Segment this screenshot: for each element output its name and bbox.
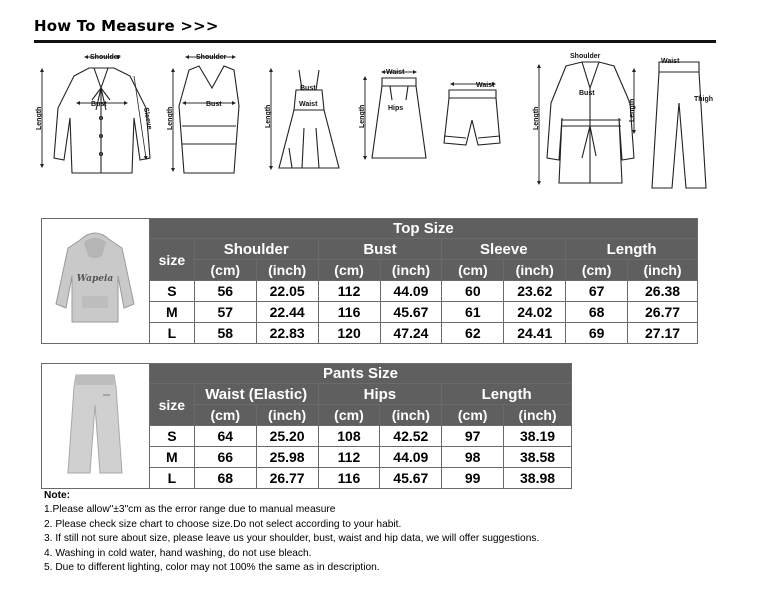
label-waist-4: Waist [386, 69, 405, 76]
table-cell: 61 [442, 302, 504, 323]
notes-title: Note: [44, 490, 71, 501]
measure-diagrams [34, 48, 724, 198]
table-cell: 120 [318, 323, 380, 344]
label-hips-4: Hips [388, 105, 404, 112]
table-cell: 26.38 [628, 281, 698, 302]
table-cell: 68 [194, 468, 256, 489]
table-cell: 64 [194, 426, 256, 447]
table-cell: 45.67 [380, 302, 442, 323]
table-cell: 108 [318, 426, 380, 447]
pants-thumbnail [42, 364, 150, 489]
size-label: M [149, 447, 194, 468]
pants-size-table [41, 363, 572, 489]
table-cell: 56 [194, 281, 256, 302]
label-thigh-7: Thigh [694, 96, 714, 103]
table-cell: 27.17 [628, 323, 698, 344]
table-cell: 98 [442, 447, 504, 468]
label-shoulder-2: Shoulder [196, 54, 227, 61]
pants-unit: (cm) [442, 405, 504, 426]
table-cell: 44.09 [380, 281, 442, 302]
notes-section [44, 489, 539, 575]
table-cell: 25.98 [256, 447, 318, 468]
hoodie-thumbnail [42, 219, 150, 344]
pants-diagram [652, 62, 706, 188]
note-item: 3. If still not sure about size, please leave us your shoulder, bust, waist and hip data, we will offer suggestions. [44, 533, 540, 545]
pants-unit: (inch) [256, 405, 318, 426]
top-group-shoulder: Shoulder [194, 239, 318, 260]
pants-unit: (cm) [318, 405, 380, 426]
top-group-length: Length [566, 239, 698, 260]
table-cell: 69 [566, 323, 628, 344]
table-cell: 25.20 [256, 426, 318, 447]
top-group-sleeve: Sleeve [442, 239, 566, 260]
top-unit: (cm) [194, 260, 256, 281]
label-length-2: Length [167, 106, 174, 130]
label-length-6: Length [533, 106, 540, 130]
note-item: 1.Please allow"±3"cm as the error range due to manual measure [44, 504, 336, 516]
label-length-1: Length [36, 106, 43, 130]
size-label: S [149, 426, 194, 447]
table-cell: 22.05 [256, 281, 318, 302]
table-cell: 116 [318, 302, 380, 323]
table-cell: 112 [318, 281, 380, 302]
top-group-bust: Bust [318, 239, 442, 260]
label-bust-2: Bust [206, 101, 222, 108]
table-cell: 42.52 [380, 426, 442, 447]
label-bust-6: Bust [579, 90, 595, 97]
pants-group-waist: Waist (Elastic) [194, 384, 318, 405]
top-table-title: Top Size [149, 219, 697, 239]
size-label: L [149, 323, 194, 344]
blouse-diagram [54, 68, 150, 173]
label-waist-3: Waist [299, 101, 318, 108]
tank-diagram [179, 66, 239, 173]
table-cell: 116 [318, 468, 380, 489]
skirt-diagram [372, 78, 426, 158]
label-length-3: Length [265, 104, 272, 128]
table-cell: 112 [318, 447, 380, 468]
table-cell: 38.58 [504, 447, 572, 468]
table-cell: 99 [442, 468, 504, 489]
table-cell: 24.41 [504, 323, 566, 344]
table-cell: 57 [194, 302, 256, 323]
table-cell: 44.09 [380, 447, 442, 468]
table-cell: 66 [194, 447, 256, 468]
shorts-diagram [444, 90, 500, 145]
top-unit: (inch) [504, 260, 566, 281]
label-waist-7: Waist [661, 58, 680, 65]
table-cell: 58 [194, 323, 256, 344]
coat-diagram [547, 62, 634, 183]
note-item: 4. Washing in cold water, hand washing, do not use bleach. [44, 547, 312, 559]
pants-group-length: Length [442, 384, 572, 405]
pants-group-hips: Hips [318, 384, 442, 405]
table-cell: 38.98 [504, 468, 572, 489]
label-shoulder-1: Shoulder [90, 54, 121, 61]
label-shoulder-6: Shoulder [570, 53, 601, 60]
label-bust-1: Bust [91, 101, 107, 108]
top-unit: (inch) [256, 260, 318, 281]
top-unit: (inch) [380, 260, 442, 281]
pants-unit: (inch) [380, 405, 442, 426]
label-length-7: Length [629, 98, 636, 122]
table-cell: 60 [442, 281, 504, 302]
table-cell: 67 [566, 281, 628, 302]
table-cell: 68 [566, 302, 628, 323]
page-title: How To Measure >>> [34, 17, 219, 35]
pants-unit: (cm) [194, 405, 256, 426]
hoodie-print: Wapeia [77, 274, 114, 284]
top-unit: (inch) [628, 260, 698, 281]
top-size-header: size [149, 239, 194, 281]
table-cell: 26.77 [628, 302, 698, 323]
size-label: M [149, 302, 194, 323]
pants-size-header: size [149, 384, 194, 426]
table-cell: 62 [442, 323, 504, 344]
note-item: 5. Due to different lighting, color may not 100% the same as in description. [44, 562, 380, 574]
table-cell: 22.83 [256, 323, 318, 344]
table-cell: 38.19 [504, 426, 572, 447]
table-cell: 47.24 [380, 323, 442, 344]
table-cell: 45.67 [380, 468, 442, 489]
table-cell: 23.62 [504, 281, 566, 302]
header-divider [34, 40, 716, 43]
table-cell: 24.02 [504, 302, 566, 323]
table-cell: 22.44 [256, 302, 318, 323]
pants-table-title: Pants Size [149, 364, 571, 384]
top-unit: (cm) [566, 260, 628, 281]
pants-unit: (inch) [504, 405, 572, 426]
size-label: S [149, 281, 194, 302]
top-unit: (cm) [442, 260, 504, 281]
label-bust-3: Bust [300, 85, 316, 92]
table-cell: 97 [442, 426, 504, 447]
label-sleeve-1: Sleeve [142, 107, 153, 131]
label-length-4: Length [359, 104, 366, 128]
top-unit: (cm) [318, 260, 380, 281]
label-waist-5: Waist [476, 82, 495, 89]
note-item: 2. Please check size chart to choose size.Do not select according to your habit. [44, 518, 402, 530]
size-label: L [149, 468, 194, 489]
table-cell: 26.77 [256, 468, 318, 489]
top-size-table [41, 218, 698, 344]
